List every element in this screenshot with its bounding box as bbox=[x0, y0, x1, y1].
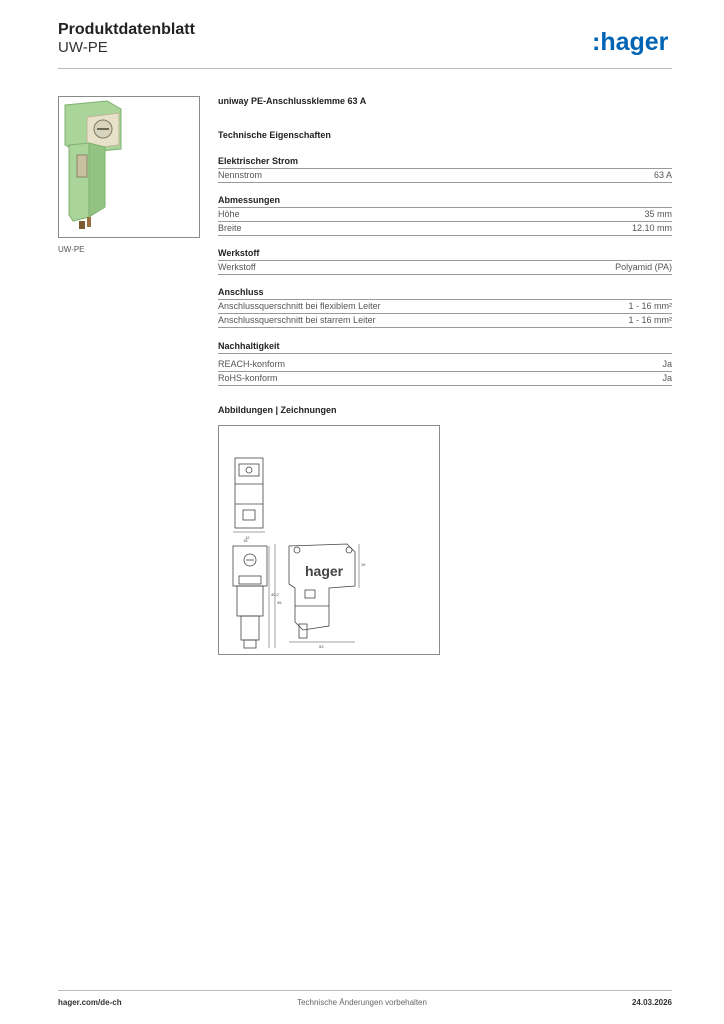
row-key: Anschlussquerschnitt bei flexiblem Leiter bbox=[218, 301, 381, 311]
page-title: Produktdatenblatt bbox=[58, 21, 195, 38]
row-key: Anschlussquerschnitt bei starrem Leiter bbox=[218, 315, 376, 325]
row-value: 12.10 mm bbox=[631, 223, 672, 233]
table-row bbox=[218, 358, 672, 372]
row-key: Nennstrom bbox=[218, 170, 263, 180]
section-title-anschluss: Anschluss bbox=[218, 287, 264, 297]
section-title-elektrischer-strom: Elektrischer Strom bbox=[218, 156, 299, 166]
row-value: Ja bbox=[662, 359, 672, 369]
product-photo-frame bbox=[58, 96, 200, 238]
table-row bbox=[218, 222, 672, 236]
row-value: Ja bbox=[662, 373, 672, 383]
hager-logo bbox=[592, 26, 674, 58]
page-subtitle: UW-PE bbox=[58, 39, 108, 56]
dim-label: 19 bbox=[361, 562, 366, 567]
table-row bbox=[218, 300, 672, 314]
row-value: 63 A bbox=[653, 170, 672, 180]
properties-title: Technische Eigenschaften bbox=[218, 130, 331, 140]
technical-drawing-icon bbox=[219, 426, 439, 654]
row-key: Werkstoff bbox=[218, 262, 256, 272]
header-divider bbox=[58, 68, 672, 69]
dim-label: 53 bbox=[319, 644, 324, 649]
dim-label: 15 bbox=[243, 538, 248, 543]
technical-drawing-frame bbox=[218, 425, 440, 655]
section-title-abmessungen: Abmessungen bbox=[218, 195, 281, 205]
row-value: 1 - 16 mm² bbox=[628, 315, 672, 325]
footer-notice: Technische Änderungen vorbehalten bbox=[297, 998, 427, 1007]
drawings-title: Abbildungen | Zeichnungen bbox=[218, 405, 337, 415]
photo-caption: UW-PE bbox=[58, 245, 85, 254]
row-value: 1 - 16 mm² bbox=[628, 301, 672, 311]
section-title-nachhaltigkeit: Nachhaltigkeit bbox=[218, 341, 280, 351]
section-title-werkstoff: Werkstoff bbox=[218, 248, 260, 258]
table-row bbox=[218, 208, 672, 222]
dim-label: 12 bbox=[245, 535, 250, 540]
terminal-block-photo-icon bbox=[59, 97, 199, 237]
row-key: RoHS-konform bbox=[218, 373, 278, 383]
table-row bbox=[218, 372, 672, 386]
dim-label: 40,2 bbox=[271, 592, 279, 597]
dim-label: 35 bbox=[277, 600, 282, 605]
table-row bbox=[218, 261, 672, 275]
hager-logo-text: :hager bbox=[592, 28, 669, 56]
row-key: Breite bbox=[218, 223, 242, 233]
footer-website-link[interactable]: hager.com/de-ch bbox=[58, 998, 122, 1007]
table-row bbox=[218, 169, 672, 183]
row-value: 35 mm bbox=[644, 209, 672, 219]
drawing-brand-text: hager bbox=[305, 563, 344, 579]
footer-date: 24.03.2026 bbox=[631, 998, 672, 1007]
row-value: Polyamid (PA) bbox=[615, 262, 672, 272]
product-name: uniway PE-Anschlussklemme 63 A bbox=[218, 96, 367, 106]
table-row bbox=[218, 314, 672, 328]
footer-divider bbox=[58, 990, 672, 991]
row-key: REACH-konform bbox=[218, 359, 286, 369]
row-key: Höhe bbox=[218, 209, 240, 219]
section-divider bbox=[218, 353, 672, 354]
